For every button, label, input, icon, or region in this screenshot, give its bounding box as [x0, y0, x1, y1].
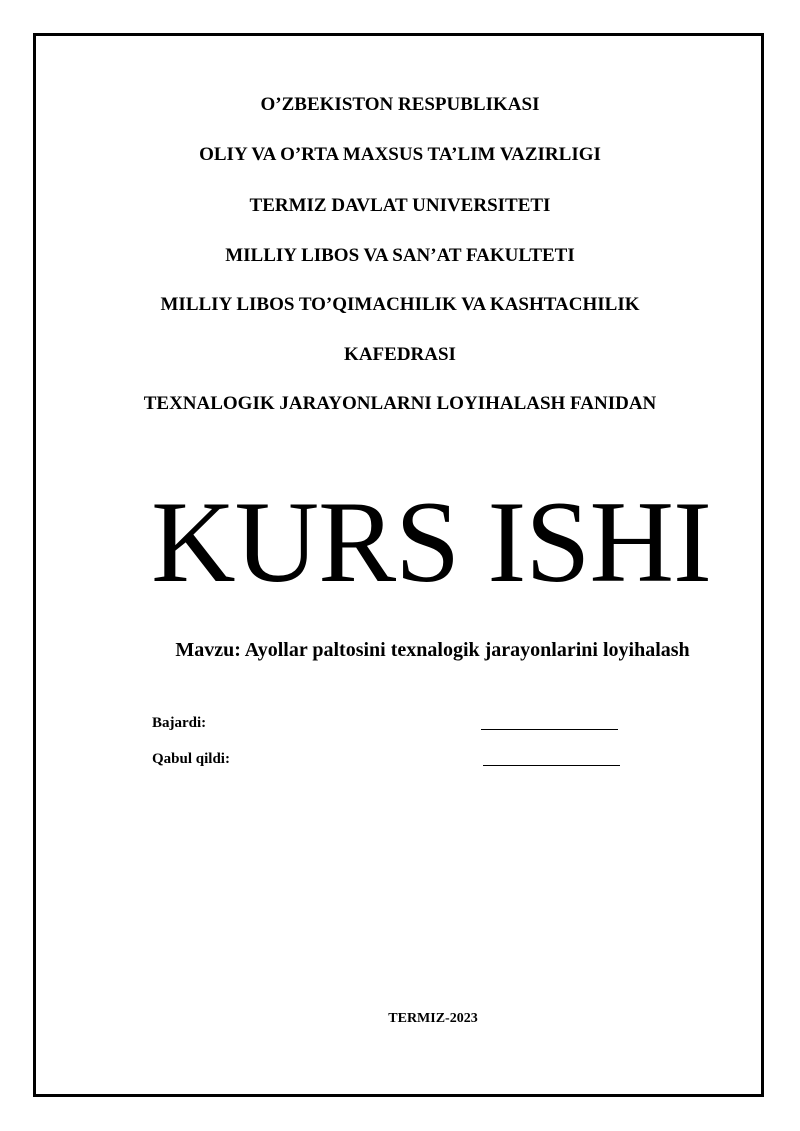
university-name: TERMIZ DAVLAT UNIVERSITETI — [249, 195, 551, 216]
performed-by-label: Bajardi: — [152, 715, 207, 731]
performed-by-signature-line — [481, 729, 618, 730]
ministry-name: OLIY VA O’RTA MAXSUS TA’LIM VAZIRLIGI — [199, 144, 601, 165]
accepted-by-signature-line — [483, 765, 620, 766]
accepted-by-label: Qabul qildi: — [152, 751, 230, 767]
department-name-line1: MILLIY LIBOS TO’QIMACHILIK VA KASHTACHILIK — [160, 294, 640, 315]
topic-line: Mavzu: Ayollar paltosini texnalogik jarayonlarini loyihalash — [175, 639, 690, 661]
faculty-name: MILLIY LIBOS VA SAN’AT FAKULTETI — [225, 245, 575, 266]
country-name: O’ZBEKISTON RESPUBLIKASI — [260, 94, 540, 115]
document-title: KURS ISHI — [151, 478, 711, 607]
subject-name: TEXNALOGIK JARAYONLARNI LOYIHALASH FANIDAN — [143, 393, 657, 414]
place-and-year: TERMIZ-2023 — [388, 1011, 478, 1026]
department-name-line2: KAFEDRASI — [344, 344, 456, 365]
